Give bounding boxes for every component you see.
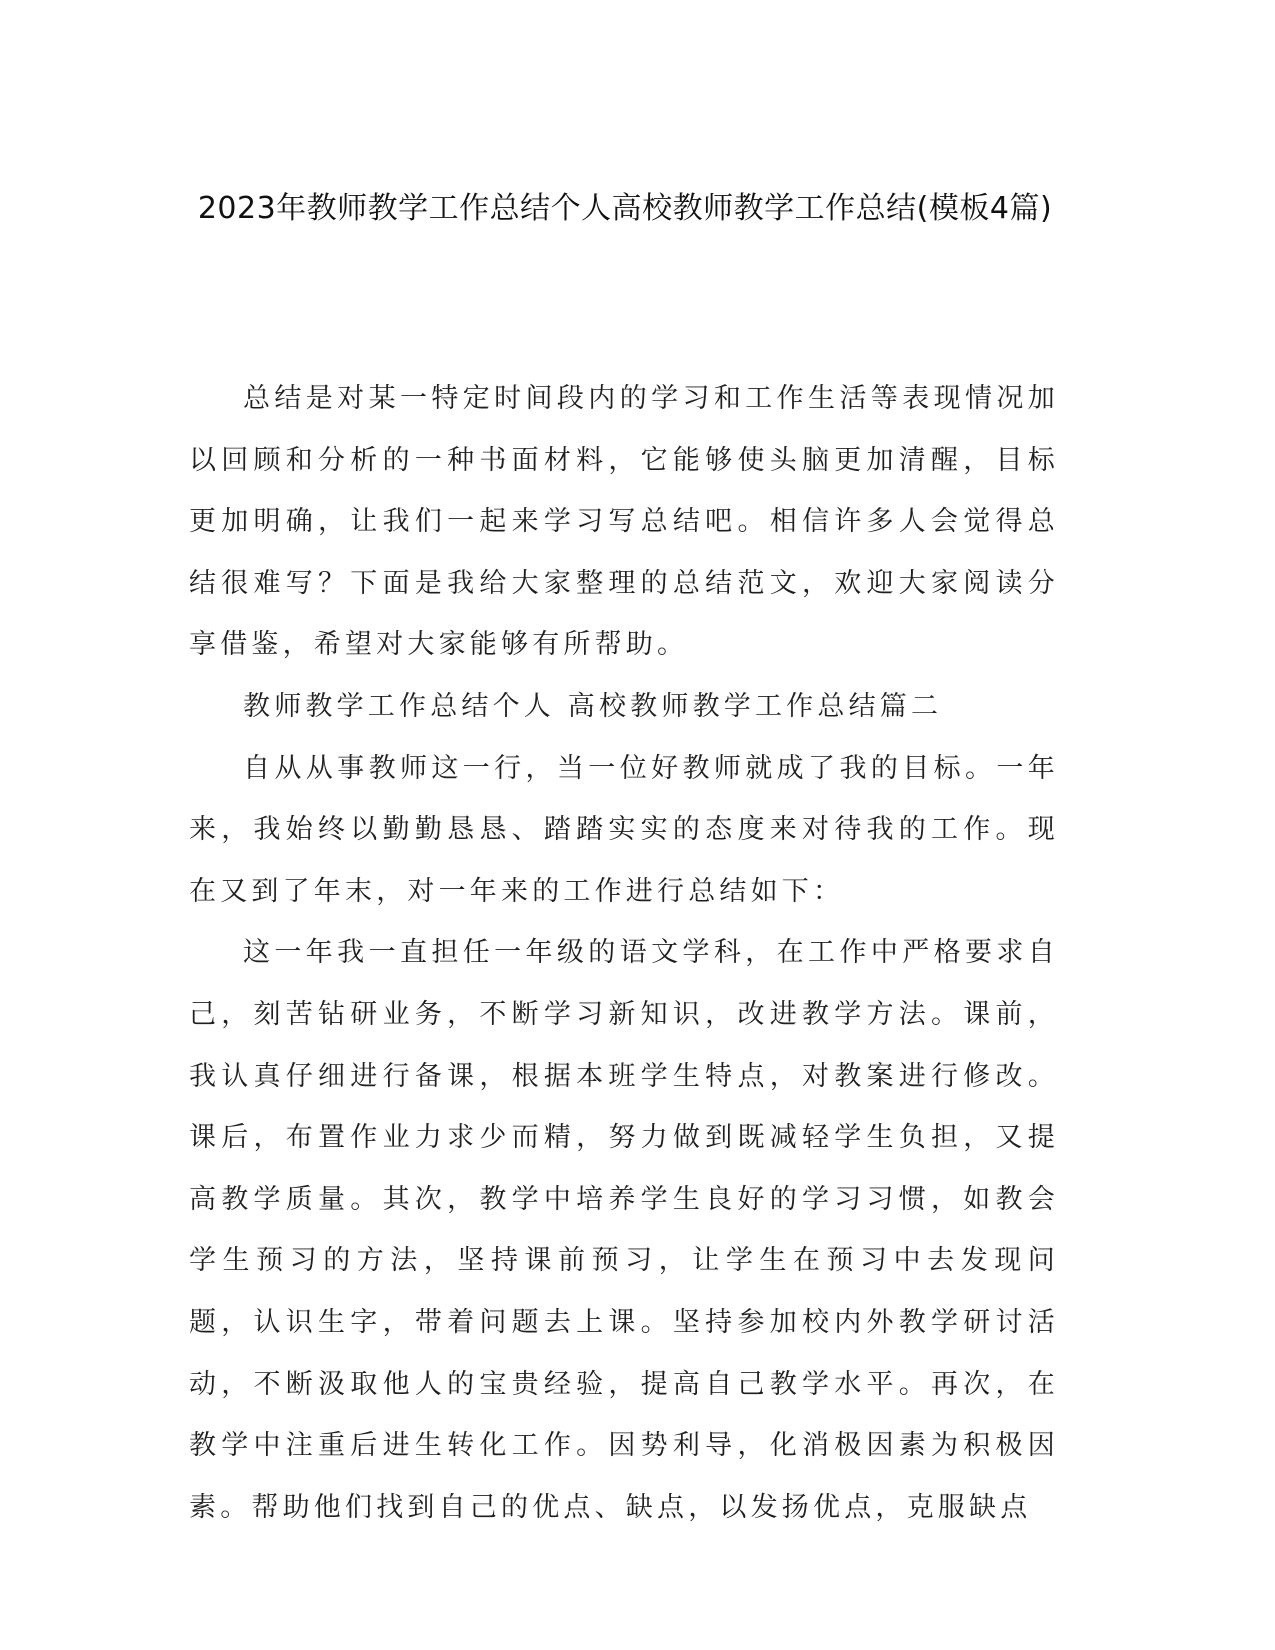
document-title: 2023年教师教学工作总结个人高校教师教学工作总结(模板4篇): [197, 191, 1053, 226]
document-body: [189, 368, 1059, 1538]
paragraph-intro: 总结是对某一特定时间段内的学习和工作生活等表现情况加以回顾和分析的一种书面材料，它能够使头脑更加清醒，目标更加明确，让我们一起来学习写总结吧。相信许多人会觉得总结很难写？下面是我给大家整理的总结范文，欢迎大家阅读分享借鉴，希望对大家能够有所帮助。: [189, 383, 1059, 661]
paragraph-teaching-work: 这一年我一直担任一年级的语文学科，在工作中严格要求自己，刻苦钻研业务，不断学习新知识，改进教学方法。课前，我认真仔细进行备课，根据本班学生特点，对教案进行修改。课后，布置作业力求少而精，努力做到既减轻学生负担，又提高教学质量。其次，教学中培养学生良好的学习习惯，如教会学生预习的方法，坚持课前预习，让学生在预习中去发现问题，认识生字，带着问题去上课。坚持参加校内外教学研讨活动，不断汲取他人的宝贵经验，提高自己教学水平。再次，在教学中注重后进生转化工作。因势利导，化消极因素为积极因素。帮助他们找到自己的优点、缺点，以发扬优点，克服缺点: [189, 937, 1059, 1523]
paragraph-opening: 自从从事教师这一行，当一位好教师就成了我的目标。一年来，我始终以勤勤恳恳、踏踏实实的态度来对待我的工作。现在又到了年末，对一年来的工作进行总结如下：: [189, 752, 1059, 907]
paragraph-section-heading: 教师教学工作总结个人 高校教师教学工作总结篇二: [243, 690, 943, 722]
